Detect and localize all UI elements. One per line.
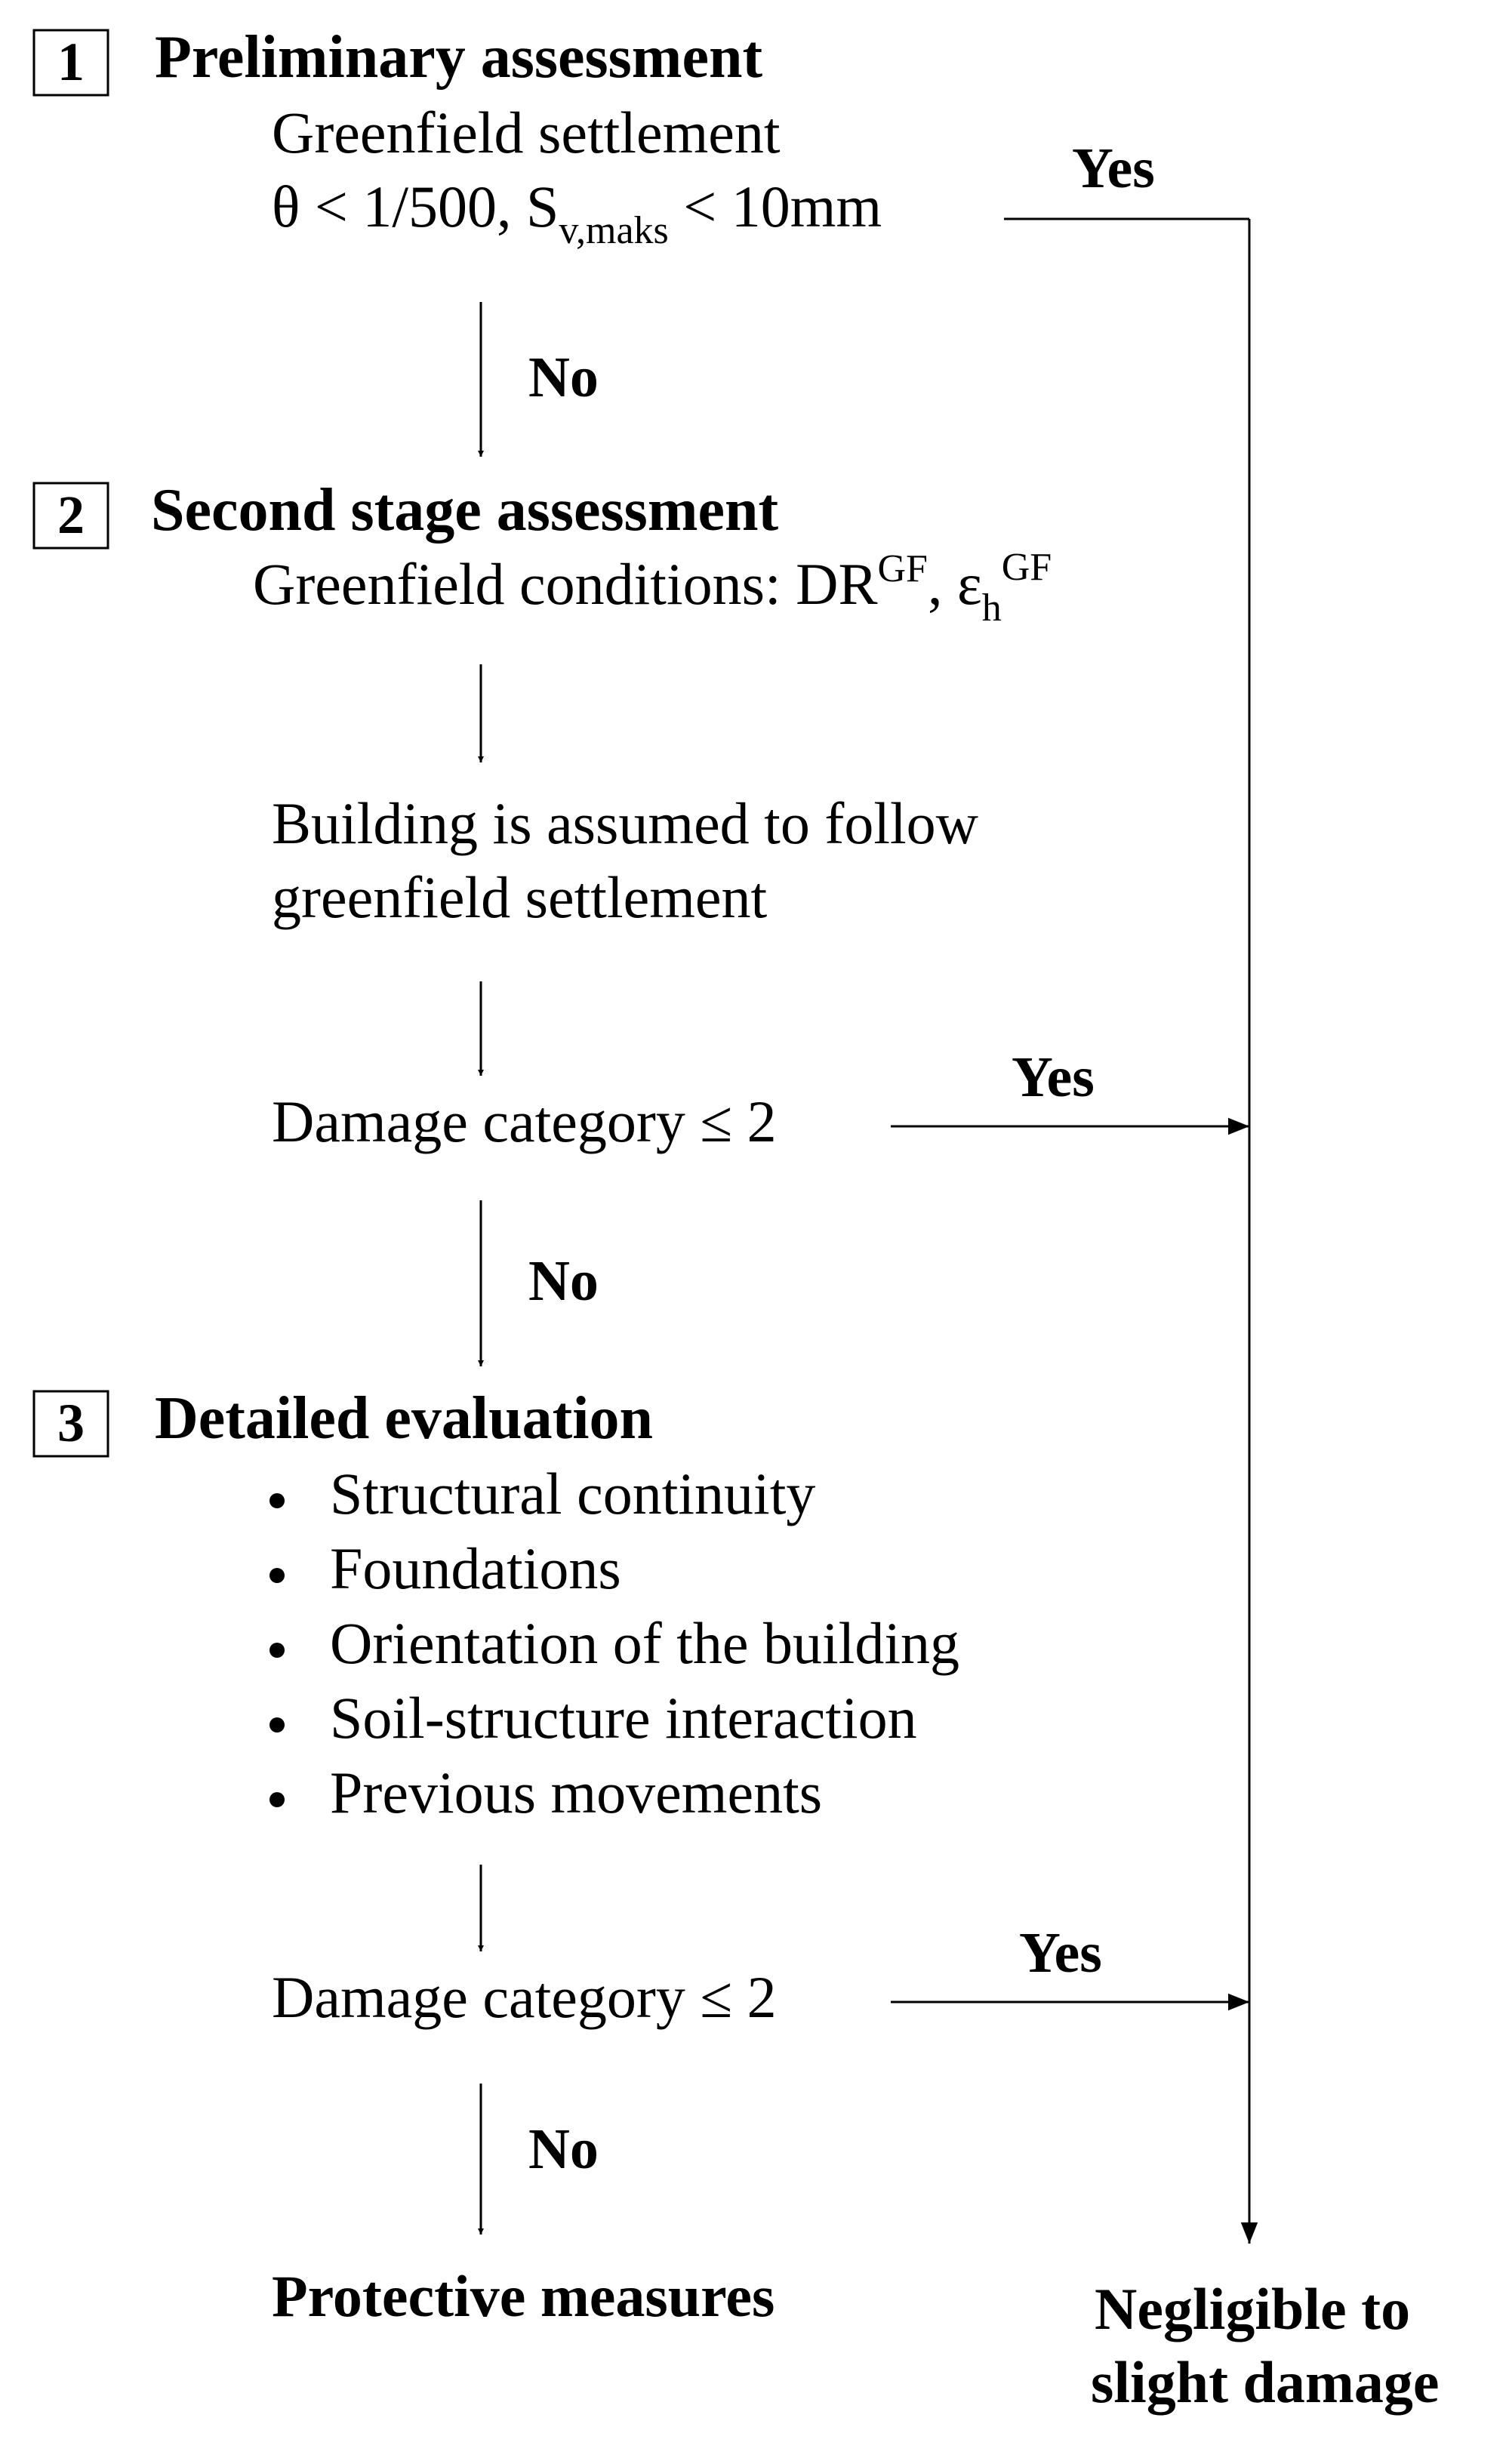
conditions-sup-dr: GF xyxy=(877,547,928,590)
bullet-dot xyxy=(269,1493,285,1508)
bullet-dot xyxy=(269,1643,285,1658)
stage-1-criterion xyxy=(272,174,882,252)
stage-1-title: Preliminary assessment xyxy=(155,24,763,91)
outcome-protective-measures: Protective measures xyxy=(272,2263,775,2329)
stage-2-yes-label: Yes xyxy=(1012,1046,1095,1109)
stage-2-number: 2 xyxy=(57,485,85,545)
stage-3-title: Detailed evaluation xyxy=(155,1385,653,1452)
stage-1-no-label: No xyxy=(528,346,599,409)
stage-2-no-label: No xyxy=(528,1249,599,1313)
conditions-sup-eps: GF xyxy=(1001,546,1052,589)
bullet-dot xyxy=(269,1792,285,1807)
stage-2-conditions xyxy=(253,546,1052,630)
stage-3-block xyxy=(34,1385,1102,2181)
bullet-item: Orientation of the building xyxy=(330,1610,960,1676)
conditions-prefix: Greenfield conditions: DR xyxy=(253,551,878,617)
stage-3-bullet-list xyxy=(269,1461,959,1825)
bullet-dot xyxy=(269,1717,285,1732)
outcome-negligible-line-1: Negligible to xyxy=(1095,2276,1411,2342)
stage-1-greenfield-label: Greenfield settlement xyxy=(272,100,781,165)
stage-2-damage-check: Damage category ≤ 2 xyxy=(272,1089,777,1154)
stage-1-block xyxy=(34,24,1155,409)
stage-3-damage-check: Damage category ≤ 2 xyxy=(272,1964,777,2030)
bullet-item: Foundations xyxy=(330,1535,621,1601)
criterion-prefix: θ < 1/500, S xyxy=(272,174,559,239)
stage-2-assumption-line-2: greenfield settlement xyxy=(272,864,768,930)
bullet-item: Previous movements xyxy=(330,1760,823,1825)
stage-1-number: 1 xyxy=(57,32,85,92)
stage-1-yes-label: Yes xyxy=(1072,137,1155,200)
stage-2-title: Second stage assessment xyxy=(151,477,779,544)
conditions-sub-h: h xyxy=(981,587,1002,630)
criterion-suffix: < 10mm xyxy=(668,174,882,239)
bullet-item: Structural continuity xyxy=(330,1461,816,1526)
bullet-dot xyxy=(269,1568,285,1583)
criterion-subscript: v,maks xyxy=(559,209,669,252)
stage-2-block xyxy=(34,477,1095,1313)
stage-3-yes-label: Yes xyxy=(1019,1921,1102,1985)
bullet-item: Soil-structure interaction xyxy=(330,1685,917,1751)
stage-3-no-label: No xyxy=(528,2118,599,2181)
stage-2-assumption-line-1: Building is assumed to follow xyxy=(272,790,978,856)
conditions-mid: , ε xyxy=(927,551,982,617)
stage-3-number: 3 xyxy=(57,1393,85,1453)
outcome-negligible-line-2: slight damage xyxy=(1091,2349,1440,2415)
